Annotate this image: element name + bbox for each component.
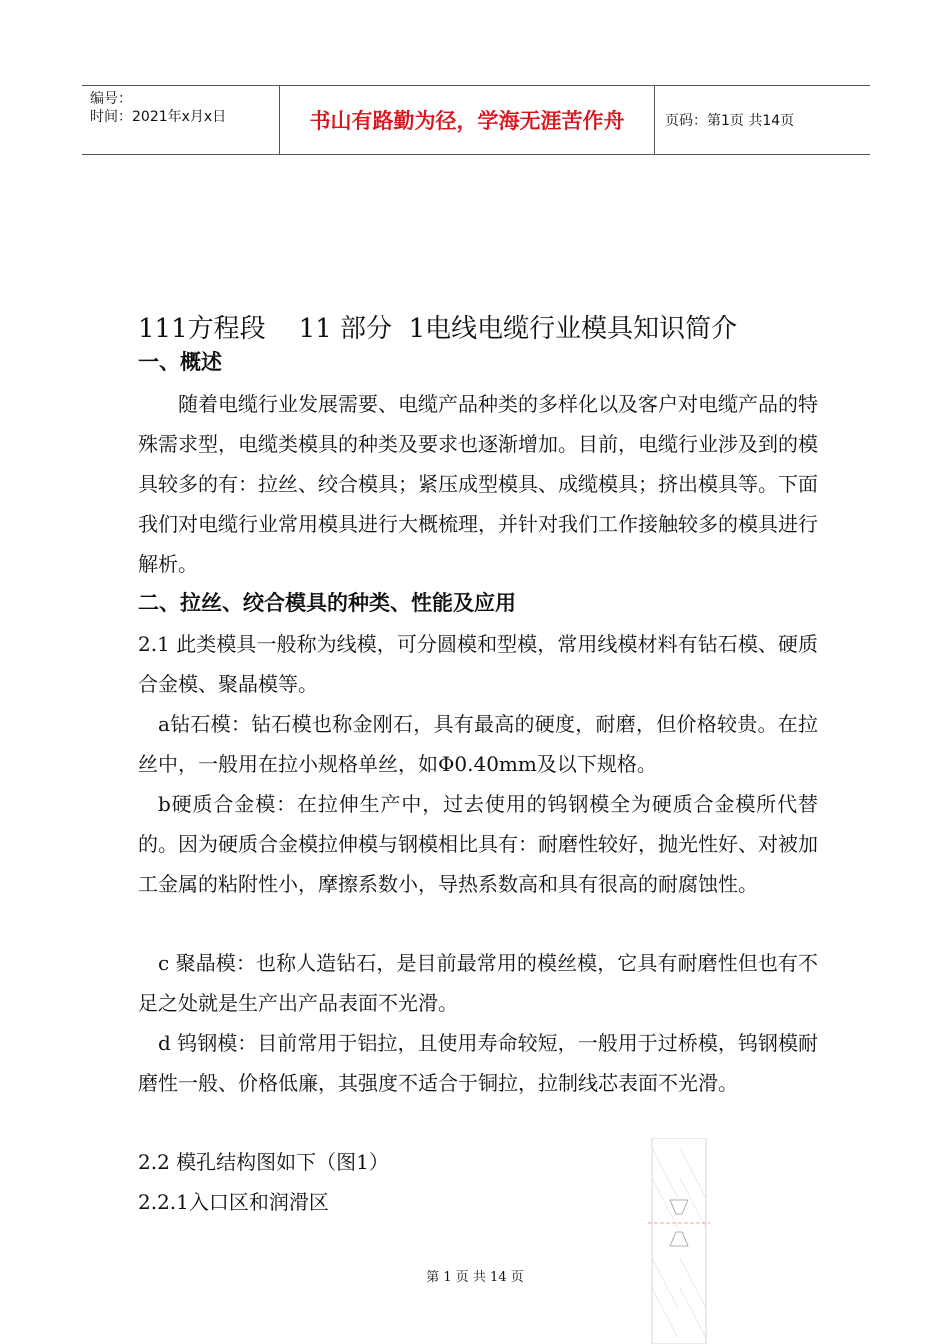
paragraph-c: c 聚晶模：也称人造钻石，是目前最常用的模丝模，它具有耐磨性但也有不足之处就是生产出产品表面不光滑。	[138, 951, 818, 1015]
die-structure-figure	[648, 1138, 710, 1344]
number-label: 编号：	[90, 91, 132, 107]
page-footer: 第 1 页 共 14 页	[426, 1270, 524, 1285]
header-meta	[82, 86, 280, 154]
section-1-paragraph: 随着电缆行业发展需要、电缆产品种类的多样化以及客户对电缆产品的特殊需求型，电缆类模具的种类及要求也逐渐增加。目前，电缆行业涉及到的模具较多的有：拉丝、绞合模具；紧压成型模具、成缆模具；挤出模具等。下面我们对电缆行业常用模具进行大概梳理，并针对我们工作接触较多的模具进行解析。	[138, 392, 818, 576]
paragraph-d: d 钨钢模：目前常用于铝拉，且使用寿命较短，一般用于过桥模，钨钢模耐磨性一般、价格低廉，其强度不适合于铜拉，拉制线芯表面不光滑。	[138, 1031, 818, 1095]
paragraph-a: a钻石模：钻石模也称金刚石，具有最高的硬度，耐磨，但价格较贵。在拉丝中，一般用在拉小规格单丝，如Φ0.40mm及以下规格。	[138, 712, 818, 776]
paragraph-2-1: 2.1 此类模具一般称为线模，可分圆模和型模，常用线模材料有钻石模、硬质合金模、聚晶模等。	[138, 632, 818, 696]
paragraph-2-2: 2.2 模孔结构图如下（图1）	[138, 1150, 389, 1174]
page-header	[82, 85, 870, 155]
time-label: 时间：2021年x月x日	[90, 109, 227, 125]
page-info: 页码：第1页 共14页	[665, 113, 795, 129]
section-2-heading: 二、拉丝、绞合模具的种类、性能及应用	[138, 591, 516, 615]
document-title: 111方程段 11 部分 1电线电缆行业模具知识简介	[138, 314, 738, 344]
paragraph-b: b硬质合金模：在拉伸生产中，过去使用的钨钢模全为硬质合金模所代替的。因为硬质合金模拉伸模与钢模相比具有：耐磨性较好，抛光性好、对被加工金属的粘附性小，摩擦系数小，导热系数高和具有很高的耐腐蚀性。	[138, 792, 818, 896]
section-1-heading: 一、概述	[138, 350, 222, 374]
paragraph-2-2-1: 2.2.1入口区和润滑区	[138, 1190, 329, 1214]
motto: 书山有路勤为径，学海无涯苦作舟	[280, 86, 655, 154]
